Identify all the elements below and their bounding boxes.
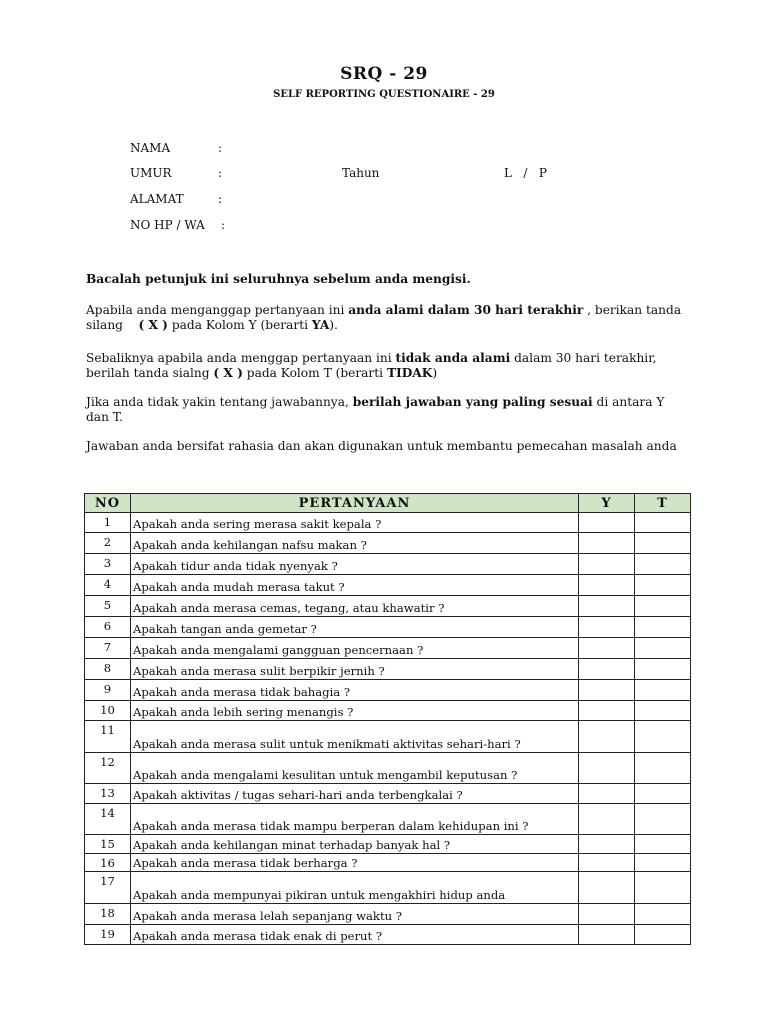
instruction-3 — [86, 351, 686, 381]
answer-t-cell[interactable] — [635, 904, 691, 925]
instruction-3-f: TIDAK — [386, 366, 433, 380]
question-text: Apakah anda mengalami gangguan pencernaan ? — [131, 638, 579, 659]
instruction-3-e: pada Kolom T (berarti — [242, 366, 387, 380]
table-row — [85, 513, 691, 533]
question-text: Apakah anda merasa sulit untuk menikmati aktivitas sehari-hari ? — [131, 721, 579, 753]
question-number: 18 — [85, 904, 131, 925]
table-row — [85, 554, 691, 575]
question-text: Apakah anda merasa tidak bahagia ? — [131, 680, 579, 701]
answer-y-cell[interactable] — [579, 659, 635, 680]
answer-y-cell[interactable] — [579, 784, 635, 804]
answer-t-cell[interactable] — [635, 835, 691, 854]
question-number: 6 — [85, 617, 131, 638]
table-row — [85, 721, 691, 753]
answer-y-cell[interactable] — [579, 596, 635, 617]
answer-t-cell[interactable] — [635, 701, 691, 721]
question-number: 11 — [85, 721, 131, 753]
table-row — [85, 533, 691, 554]
answer-t-cell[interactable] — [635, 680, 691, 701]
question-number: 1 — [85, 513, 131, 533]
table-row — [85, 575, 691, 596]
instruction-2-e: pada Kolom Y (berarti — [167, 318, 312, 332]
instruction-3-a: Sebaliknya apabila anda menggap pertanyaan ini — [86, 351, 396, 365]
question-number: 9 — [85, 680, 131, 701]
answer-y-cell[interactable] — [579, 638, 635, 659]
question-text: Apakah anda merasa tidak mampu berperan dalam kehidupan ini ? — [131, 804, 579, 835]
question-number: 7 — [85, 638, 131, 659]
tahun-label: Tahun — [342, 166, 380, 180]
instruction-1-text: Bacalah petunjuk ini seluruhnya sebelum anda mengisi. — [86, 272, 471, 286]
question-text: Apakah tangan anda gemetar ? — [131, 617, 579, 638]
question-text: Apakah anda sering merasa sakit kepala ? — [131, 513, 579, 533]
answer-t-cell[interactable] — [635, 638, 691, 659]
instruction-3-g: ) — [432, 366, 438, 380]
header-t: T — [635, 494, 691, 513]
answer-y-cell[interactable] — [579, 804, 635, 835]
table-row — [85, 835, 691, 854]
umur-colon: : — [218, 166, 223, 180]
answer-y-cell[interactable] — [579, 554, 635, 575]
header-y: Y — [579, 494, 635, 513]
instruction-4 — [86, 395, 686, 425]
question-number: 13 — [85, 784, 131, 804]
instruction-5-text: Jawaban anda bersifat rahasia dan akan digunakan untuk membantu pemecahan masalah anda — [86, 439, 677, 453]
alamat-field[interactable] — [130, 192, 530, 208]
answer-t-cell[interactable] — [635, 721, 691, 753]
question-number: 12 — [85, 753, 131, 784]
nama-label: NAMA — [130, 141, 171, 155]
answer-y-cell[interactable] — [579, 835, 635, 854]
answer-t-cell[interactable] — [635, 554, 691, 575]
nama-field[interactable] — [130, 141, 530, 157]
table-row — [85, 804, 691, 835]
answer-y-cell[interactable] — [579, 513, 635, 533]
table-header-row — [85, 494, 691, 513]
table-row — [85, 659, 691, 680]
page-title: SRQ - 29 — [340, 64, 428, 84]
answer-y-cell[interactable] — [579, 701, 635, 721]
nama-colon: : — [218, 141, 223, 155]
question-text: Apakah anda kehilangan nafsu makan ? — [131, 533, 579, 554]
nohp-field[interactable] — [130, 218, 530, 234]
question-text: Apakah anda mempunyai pikiran untuk mengakhiri hidup anda — [131, 872, 579, 904]
table-row — [85, 596, 691, 617]
table-row — [85, 701, 691, 721]
answer-y-cell[interactable] — [579, 617, 635, 638]
answer-y-cell[interactable] — [579, 854, 635, 872]
answer-y-cell[interactable] — [579, 925, 635, 945]
table-row — [85, 617, 691, 638]
table-row — [85, 784, 691, 804]
umur-label: UMUR — [130, 166, 172, 180]
instruction-2-d: ( X ) — [138, 318, 168, 332]
answer-y-cell[interactable] — [579, 753, 635, 784]
answer-y-cell[interactable] — [579, 904, 635, 925]
question-text: Apakah tidur anda tidak nyenyak ? — [131, 554, 579, 575]
answer-t-cell[interactable] — [635, 617, 691, 638]
answer-y-cell[interactable] — [579, 872, 635, 904]
answer-y-cell[interactable] — [579, 721, 635, 753]
answer-t-cell[interactable] — [635, 575, 691, 596]
question-number: 15 — [85, 835, 131, 854]
answer-t-cell[interactable] — [635, 596, 691, 617]
question-number: 2 — [85, 533, 131, 554]
instruction-2-a: Apabila anda menganggap pertanyaan ini — [86, 303, 349, 317]
answer-y-cell[interactable] — [579, 533, 635, 554]
answer-y-cell[interactable] — [579, 680, 635, 701]
question-text: Apakah anda merasa tidak enak di perut ? — [131, 925, 579, 945]
answer-t-cell[interactable] — [635, 533, 691, 554]
nohp-label: NO HP / WA — [130, 218, 205, 232]
table-row — [85, 925, 691, 945]
answer-t-cell[interactable] — [635, 513, 691, 533]
question-text: Apakah anda mudah merasa takut ? — [131, 575, 579, 596]
question-table — [84, 493, 691, 945]
page-subtitle: SELF REPORTING QUESTIONAIRE - 29 — [273, 89, 495, 100]
instruction-2-c: , berikan tanda silang — [86, 303, 685, 332]
instruction-2 — [86, 303, 686, 333]
question-number: 5 — [85, 596, 131, 617]
umur-field[interactable] — [130, 166, 590, 182]
instruction-4-b: berilah jawaban yang paling sesuai — [352, 395, 593, 409]
instruction-3-c: dalam 30 hari terakhir, berilah tanda sialng — [86, 351, 657, 380]
answer-t-cell[interactable] — [635, 659, 691, 680]
question-number: 4 — [85, 575, 131, 596]
question-text: Apakah anda mengalami kesulitan untuk mengambil keputusan ? — [131, 753, 579, 784]
nohp-colon: : — [221, 218, 226, 232]
question-number: 14 — [85, 804, 131, 835]
instruction-2-b: anda alami dalam 30 hari terakhir — [348, 303, 584, 317]
instruction-1 — [86, 272, 686, 287]
question-number: 19 — [85, 925, 131, 945]
header-no: NO — [85, 494, 131, 513]
answer-t-cell[interactable] — [635, 925, 691, 945]
table-row — [85, 904, 691, 925]
table-row — [85, 872, 691, 904]
question-number: 10 — [85, 701, 131, 721]
instruction-2-f: YA — [311, 318, 330, 332]
instruction-2-g: ). — [329, 318, 338, 332]
question-text: Apakah anda lebih sering menangis ? — [131, 701, 579, 721]
instruction-4-c: di antara Y dan T. — [86, 395, 665, 424]
answer-t-cell[interactable] — [635, 872, 691, 904]
table-row — [85, 638, 691, 659]
answer-y-cell[interactable] — [579, 575, 635, 596]
alamat-label: ALAMAT — [130, 192, 184, 206]
question-number: 3 — [85, 554, 131, 575]
table-row — [85, 753, 691, 784]
question-number: 17 — [85, 872, 131, 904]
question-number: 8 — [85, 659, 131, 680]
header-pertanyaan: PERTANYAAN — [131, 494, 579, 513]
gender-label: L / P — [504, 166, 547, 180]
alamat-colon: : — [218, 192, 223, 206]
question-text: Apakah anda merasa cemas, tegang, atau khawatir ? — [131, 596, 579, 617]
answer-t-cell[interactable] — [635, 784, 691, 804]
instruction-5 — [86, 439, 686, 454]
table-row — [85, 854, 691, 872]
question-number: 16 — [85, 854, 131, 872]
answer-t-cell[interactable] — [635, 753, 691, 784]
table-row — [85, 680, 691, 701]
question-text: Apakah anda merasa tidak berharga ? — [131, 854, 579, 872]
question-text: Apakah anda merasa lelah sepanjang waktu ? — [131, 904, 579, 925]
instruction-4-a: Jika anda tidak yakin tentang jawabannya, — [86, 395, 353, 409]
question-text: Apakah anda merasa sulit berpikir jernih ? — [131, 659, 579, 680]
question-text: Apakah anda kehilangan minat terhadap banyak hal ? — [131, 835, 579, 854]
instruction-3-b: tidak anda alami — [395, 351, 511, 365]
answer-t-cell[interactable] — [635, 804, 691, 835]
answer-t-cell[interactable] — [635, 854, 691, 872]
instruction-3-d: ( X ) — [213, 366, 243, 380]
question-text: Apakah aktivitas / tugas sehari-hari anda terbengkalai ? — [131, 784, 579, 804]
